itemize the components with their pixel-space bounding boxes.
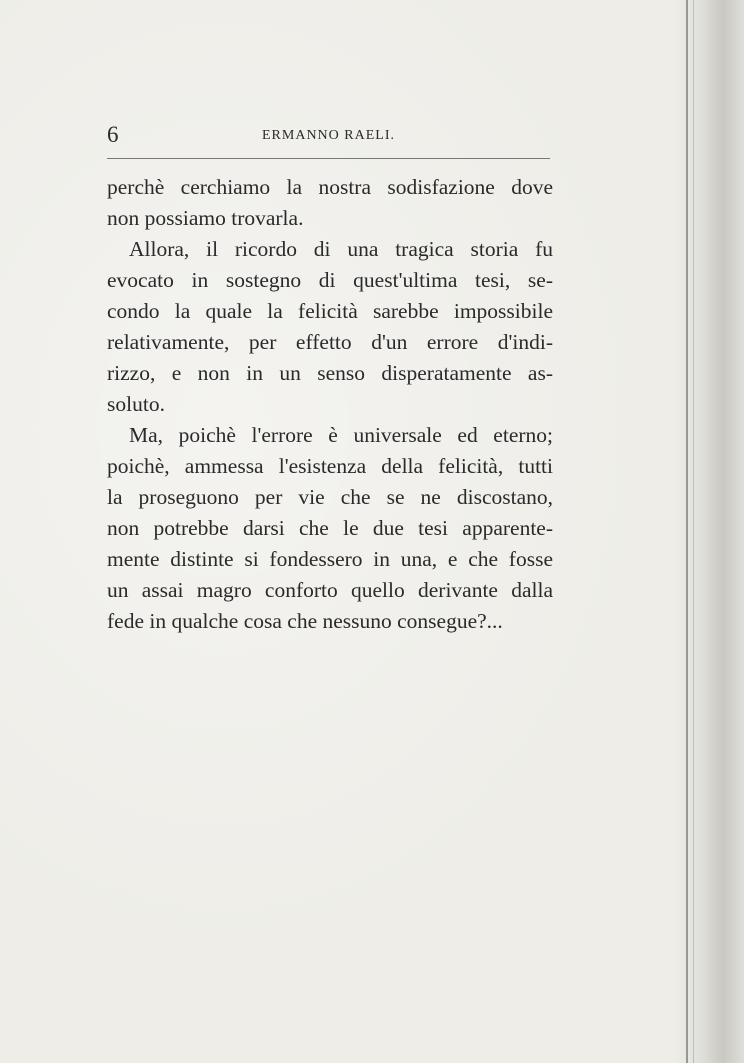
binding-shadow-line-secondary	[693, 0, 694, 1063]
paragraph	[107, 172, 553, 234]
text-line: un assai magro conforto quello derivante dalla	[107, 578, 553, 602]
paragraph	[107, 234, 553, 420]
page-binding-edge	[674, 0, 744, 1063]
text-line: la proseguono per vie che se ne discostano,	[107, 485, 553, 509]
text-line: fede in qualche cosa che nessuno consegue?...	[107, 609, 503, 633]
text-line: mente distinte si fondessero in una, e che fosse	[107, 547, 553, 571]
body-text	[107, 172, 553, 637]
text-line: perchè cerchiamo la nostra sodisfazione dove	[107, 175, 553, 199]
page-number: 6	[107, 122, 119, 147]
text-line: evocato in sostegno di quest'ultima tesi, se-	[107, 268, 553, 292]
text-line: soluto.	[107, 392, 165, 416]
text-line: non possiamo trovarla.	[107, 206, 304, 230]
text-line: Ma, poichè l'errore è universale ed eterno;	[129, 423, 553, 447]
page-header	[107, 120, 550, 150]
header-rule	[107, 158, 550, 159]
running-title: ERMANNO RAELI.	[262, 128, 395, 143]
text-line: relativamente, per effetto d'un errore d'indi-	[107, 330, 553, 354]
binding-shadow-line	[686, 0, 688, 1063]
paragraph	[107, 420, 553, 637]
text-line: rizzo, e non in un senso disperatamente as-	[107, 361, 553, 385]
text-line: non potrebbe darsi che le due tesi apparente-	[107, 516, 553, 540]
text-line: poichè, ammessa l'esistenza della felicità, tutti	[107, 454, 553, 478]
text-line: condo la quale la felicità sarebbe impossibile	[107, 299, 553, 323]
text-line: Allora, il ricordo di una tragica storia fu	[129, 237, 553, 261]
